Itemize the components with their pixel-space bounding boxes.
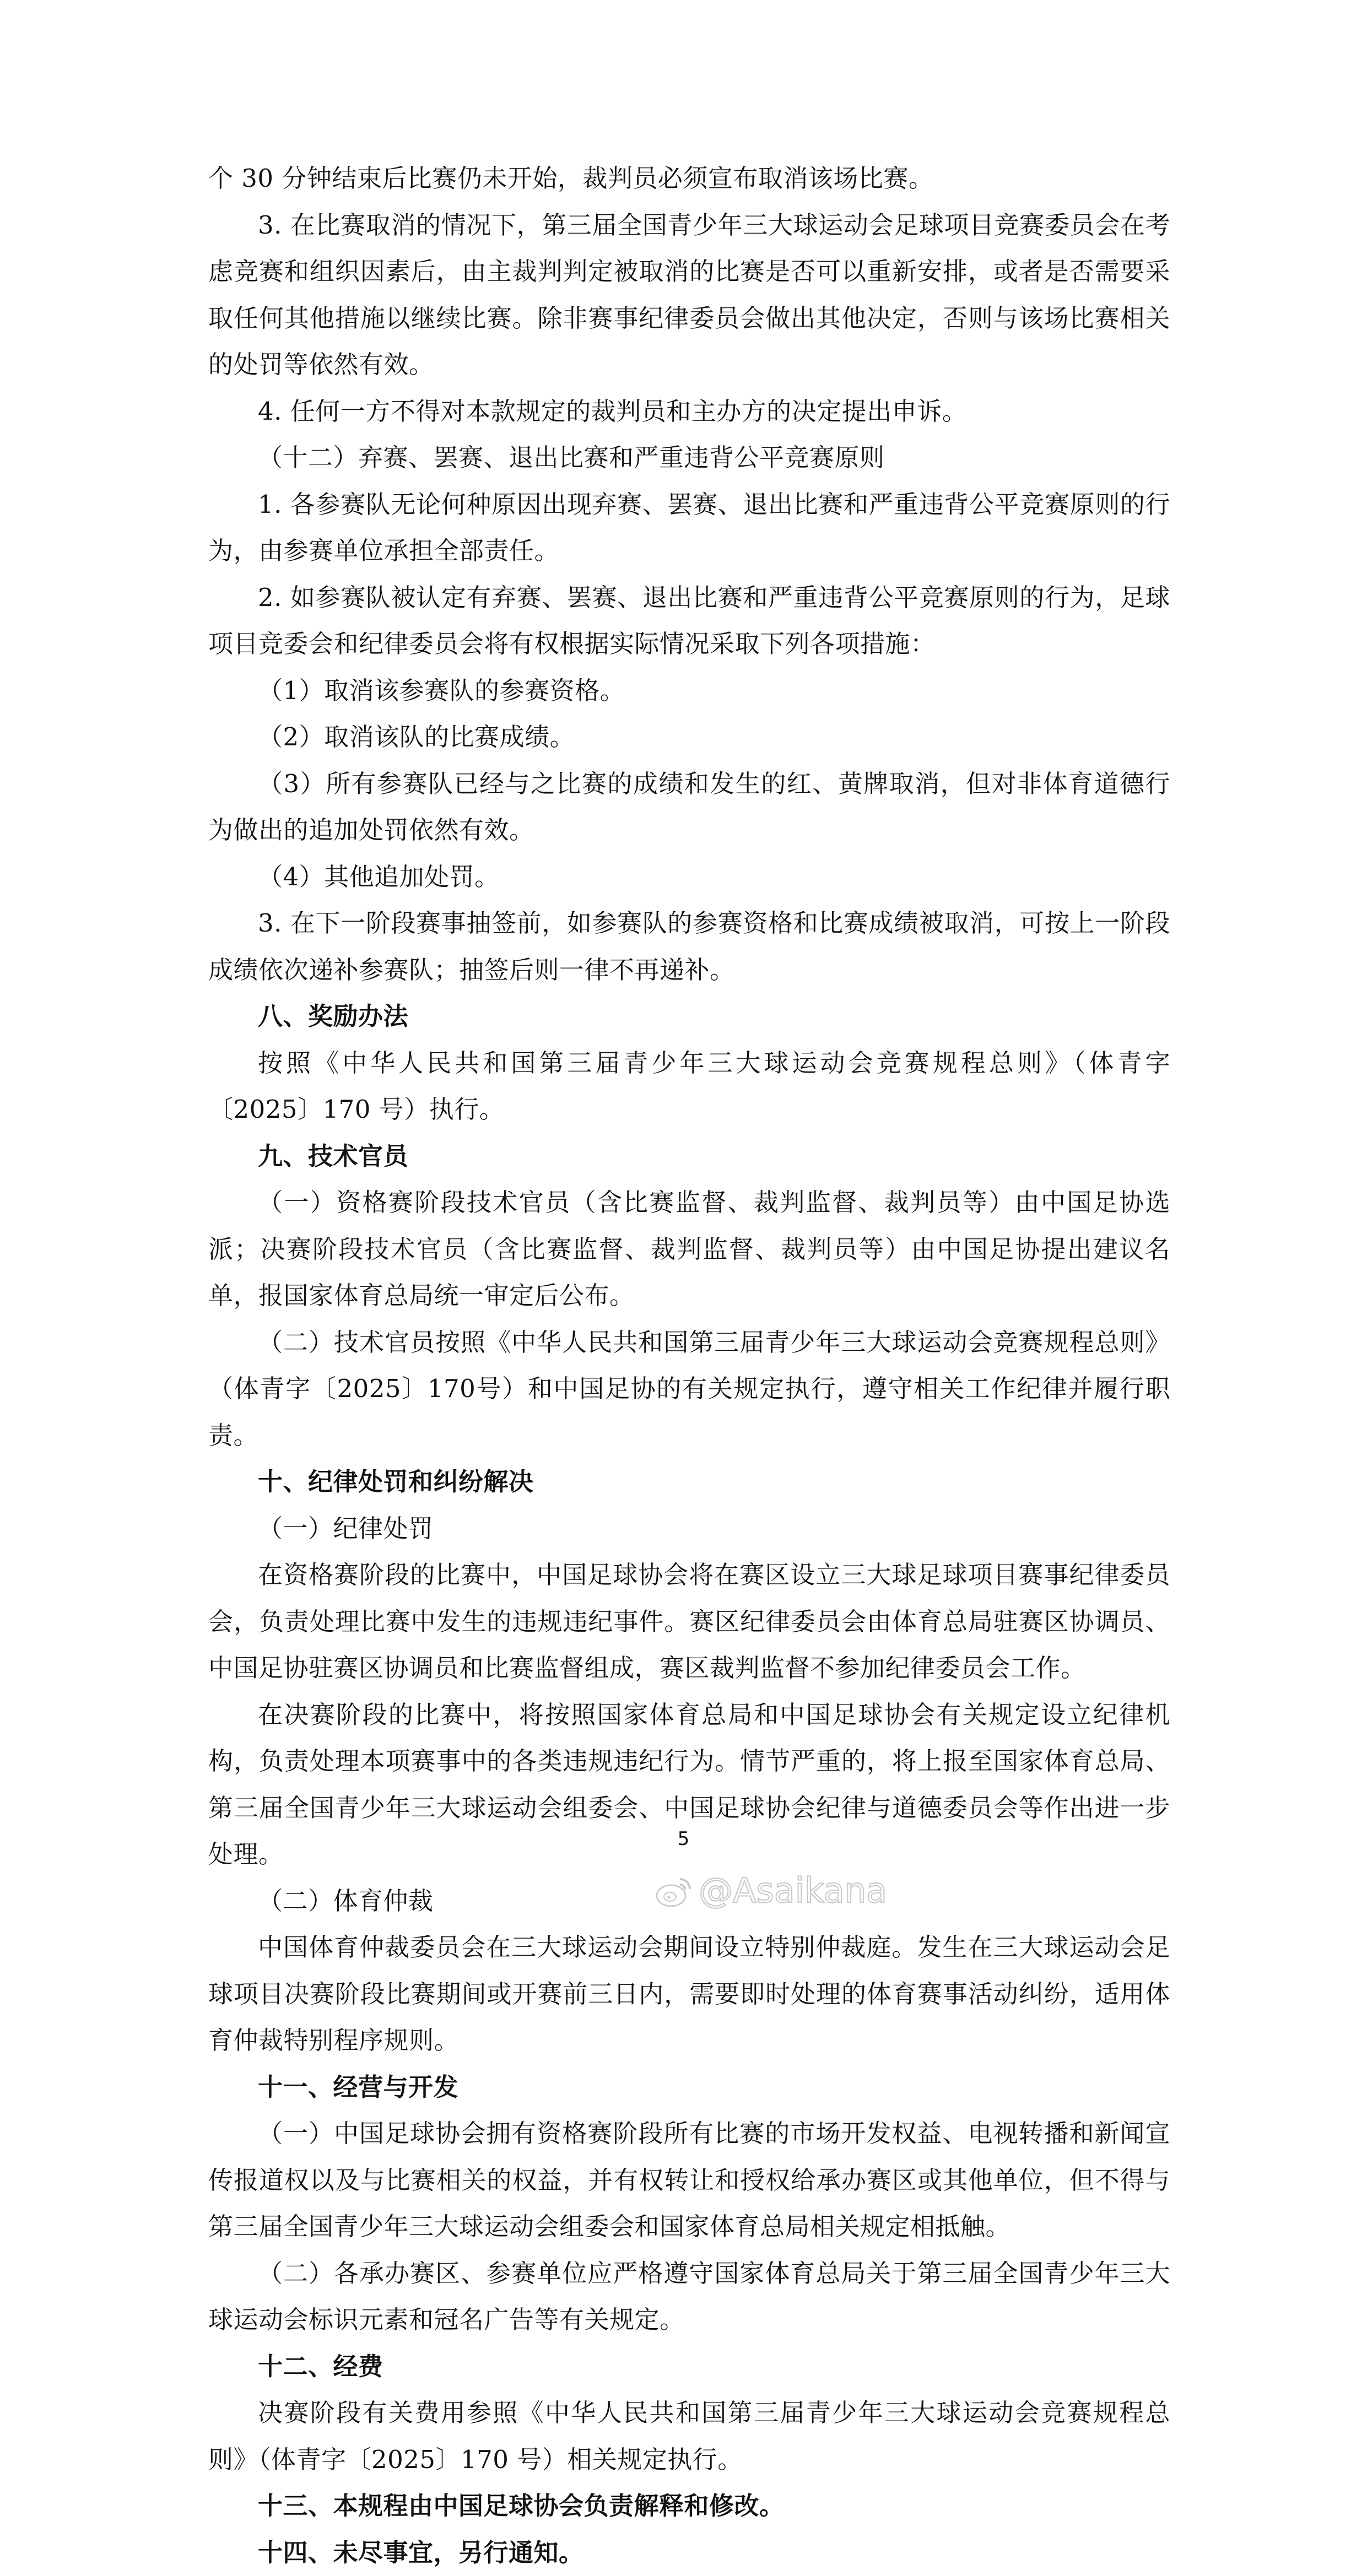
paragraph-operations-1: （一）中国足球协会拥有资格赛阶段所有比赛的市场开发权益、电视转播和新闻宣传报道权以及与比赛相关的权益，并有权转让和授权给承办赛区或其他单位，但不得与第三届全国青少年三大球运动会组委会和国家体育总局相关规定相抵触。 bbox=[208, 2110, 1170, 2250]
section-heading-discipline: 十、纪律处罚和纠纷解决 bbox=[208, 1459, 1170, 1506]
paragraph-technical-officials-1: （一）资格赛阶段技术官员（含比赛监督、裁判监督、裁判员等）由中国足协选派；决赛阶段技术官员（含比赛监督、裁判监督、裁判员等）由中国足协提出建议名单，报国家体育总局统一审定后公布。 bbox=[208, 1179, 1170, 1319]
list-item-measure-3: （3）所有参赛队已经与之比赛的成绩和发生的红、黄牌取消，但对非体育道德行为做出的追加处罚依然有效。 bbox=[208, 761, 1170, 854]
watermark-text: @Asaikana bbox=[699, 1870, 887, 1911]
section-heading-technical-officials: 九、技术官员 bbox=[208, 1133, 1170, 1180]
section-heading-interpretation: 十三、本规程由中国足球协会负责解释和修改。 bbox=[208, 2483, 1170, 2530]
section-heading-operations: 十一、经营与开发 bbox=[208, 2064, 1170, 2111]
document-page-body bbox=[208, 155, 1170, 2576]
paragraph-forfeit-rule-1: 1. 各参赛队无论何种原因出现弃赛、罢赛、退出比赛和严重违背公平竞赛原则的行为，由参赛单位承担全部责任。 bbox=[208, 481, 1170, 575]
weibo-icon bbox=[656, 1874, 694, 1908]
paragraph-cancellation-rule-4: 4. 任何一方不得对本款规定的裁判员和主办方的决定提出申诉。 bbox=[208, 388, 1170, 435]
paragraph-forfeit-rule-3: 3. 在下一阶段赛事抽签前，如参赛队的参赛资格和比赛成绩被取消，可按上一阶段成绩依次递补参赛队；抽签后则一律不再递补。 bbox=[208, 900, 1170, 993]
paragraph-awards: 按照《中华人民共和国第三届青少年三大球运动会竞赛规程总则》（体青字〔2025〕170 号）执行。 bbox=[208, 1040, 1170, 1133]
paragraph-funding: 决赛阶段有关费用参照《中华人民共和国第三届青少年三大球运动会竞赛规程总则》（体青字〔2025〕170 号）相关规定执行。 bbox=[208, 2390, 1170, 2483]
paragraph-continuation: 个 30 分钟结束后比赛仍未开始，裁判员必须宣布取消该场比赛。 bbox=[208, 155, 1170, 202]
list-item-measure-1: （1）取消该参赛队的参赛资格。 bbox=[208, 668, 1170, 715]
paragraph-forfeit-rule-2: 2. 如参赛队被认定有弃赛、罢赛、退出比赛和严重违背公平竞赛原则的行为，足球项目竞委会和纪律委员会将有权根据实际情况采取下列各项措施： bbox=[208, 575, 1170, 668]
paragraph-operations-2: （二）各承办赛区、参赛单位应严格遵守国家体育总局关于第三届全国青少年三大球运动会标识元素和冠名广告等有关规定。 bbox=[208, 2250, 1170, 2344]
watermark bbox=[656, 1870, 887, 1911]
paragraph-technical-officials-2: （二）技术官员按照《中华人民共和国第三届青少年三大球运动会竞赛规程总则》（体青字〔2025〕170号）和中国足协的有关规定执行，遵守相关工作纪律并履行职责。 bbox=[208, 1319, 1170, 1459]
section-heading-awards: 八、奖励办法 bbox=[208, 993, 1170, 1040]
page-number: 5 bbox=[0, 1828, 1367, 1850]
list-item-measure-2: （2）取消该队的比赛成绩。 bbox=[208, 714, 1170, 761]
subsection-title-discipline-penalty: （一）纪律处罚 bbox=[208, 1506, 1170, 1552]
paragraph-cancellation-rule-3: 3. 在比赛取消的情况下，第三届全国青少年三大球运动会足球项目竞赛委员会在考虑竞赛和组织因素后，由主裁判判定被取消的比赛是否可以重新安排，或者是否需要采取任何其他措施以继续比赛。除非赛事纪律委员会做出其他决定，否则与该场比赛相关的处罚等依然有效。 bbox=[208, 202, 1170, 388]
paragraph-arbitration: 中国体育仲裁委员会在三大球运动会期间设立特别仲裁庭。发生在三大球运动会足球项目决赛阶段比赛期间或开赛前三日内，需要即时处理的体育赛事活动纠纷，适用体育仲裁特别程序规则。 bbox=[208, 1924, 1170, 2064]
paragraph-discipline-qualifier: 在资格赛阶段的比赛中，中国足球协会将在赛区设立三大球足球项目赛事纪律委员会，负责处理比赛中发生的违规违纪事件。赛区纪律委员会由体育总局驻赛区协调员、中国足协驻赛区协调员和比赛监督组成，赛区裁判监督不参加纪律委员会工作。 bbox=[208, 1552, 1170, 1692]
subsection-title-arbitration: （二）体育仲裁 bbox=[208, 1878, 1170, 1925]
subsection-title-forfeit: （十二）弃赛、罢赛、退出比赛和严重违背公平竞赛原则 bbox=[208, 435, 1170, 481]
section-heading-other-matters: 十四、未尽事宜，另行通知。 bbox=[208, 2530, 1170, 2576]
list-item-measure-4: （4）其他追加处罚。 bbox=[208, 854, 1170, 901]
paragraph-discipline-final: 在决赛阶段的比赛中，将按照国家体育总局和中国足球协会有关规定设立纪律机构，负责处理本项赛事中的各类违规违纪行为。情节严重的，将上报至国家体育总局、第三届全国青少年三大球运动会组委会、中国足球协会纪律与道德委员会等作出进一步处理。 bbox=[208, 1692, 1170, 1878]
section-heading-funding: 十二、经费 bbox=[208, 2344, 1170, 2390]
